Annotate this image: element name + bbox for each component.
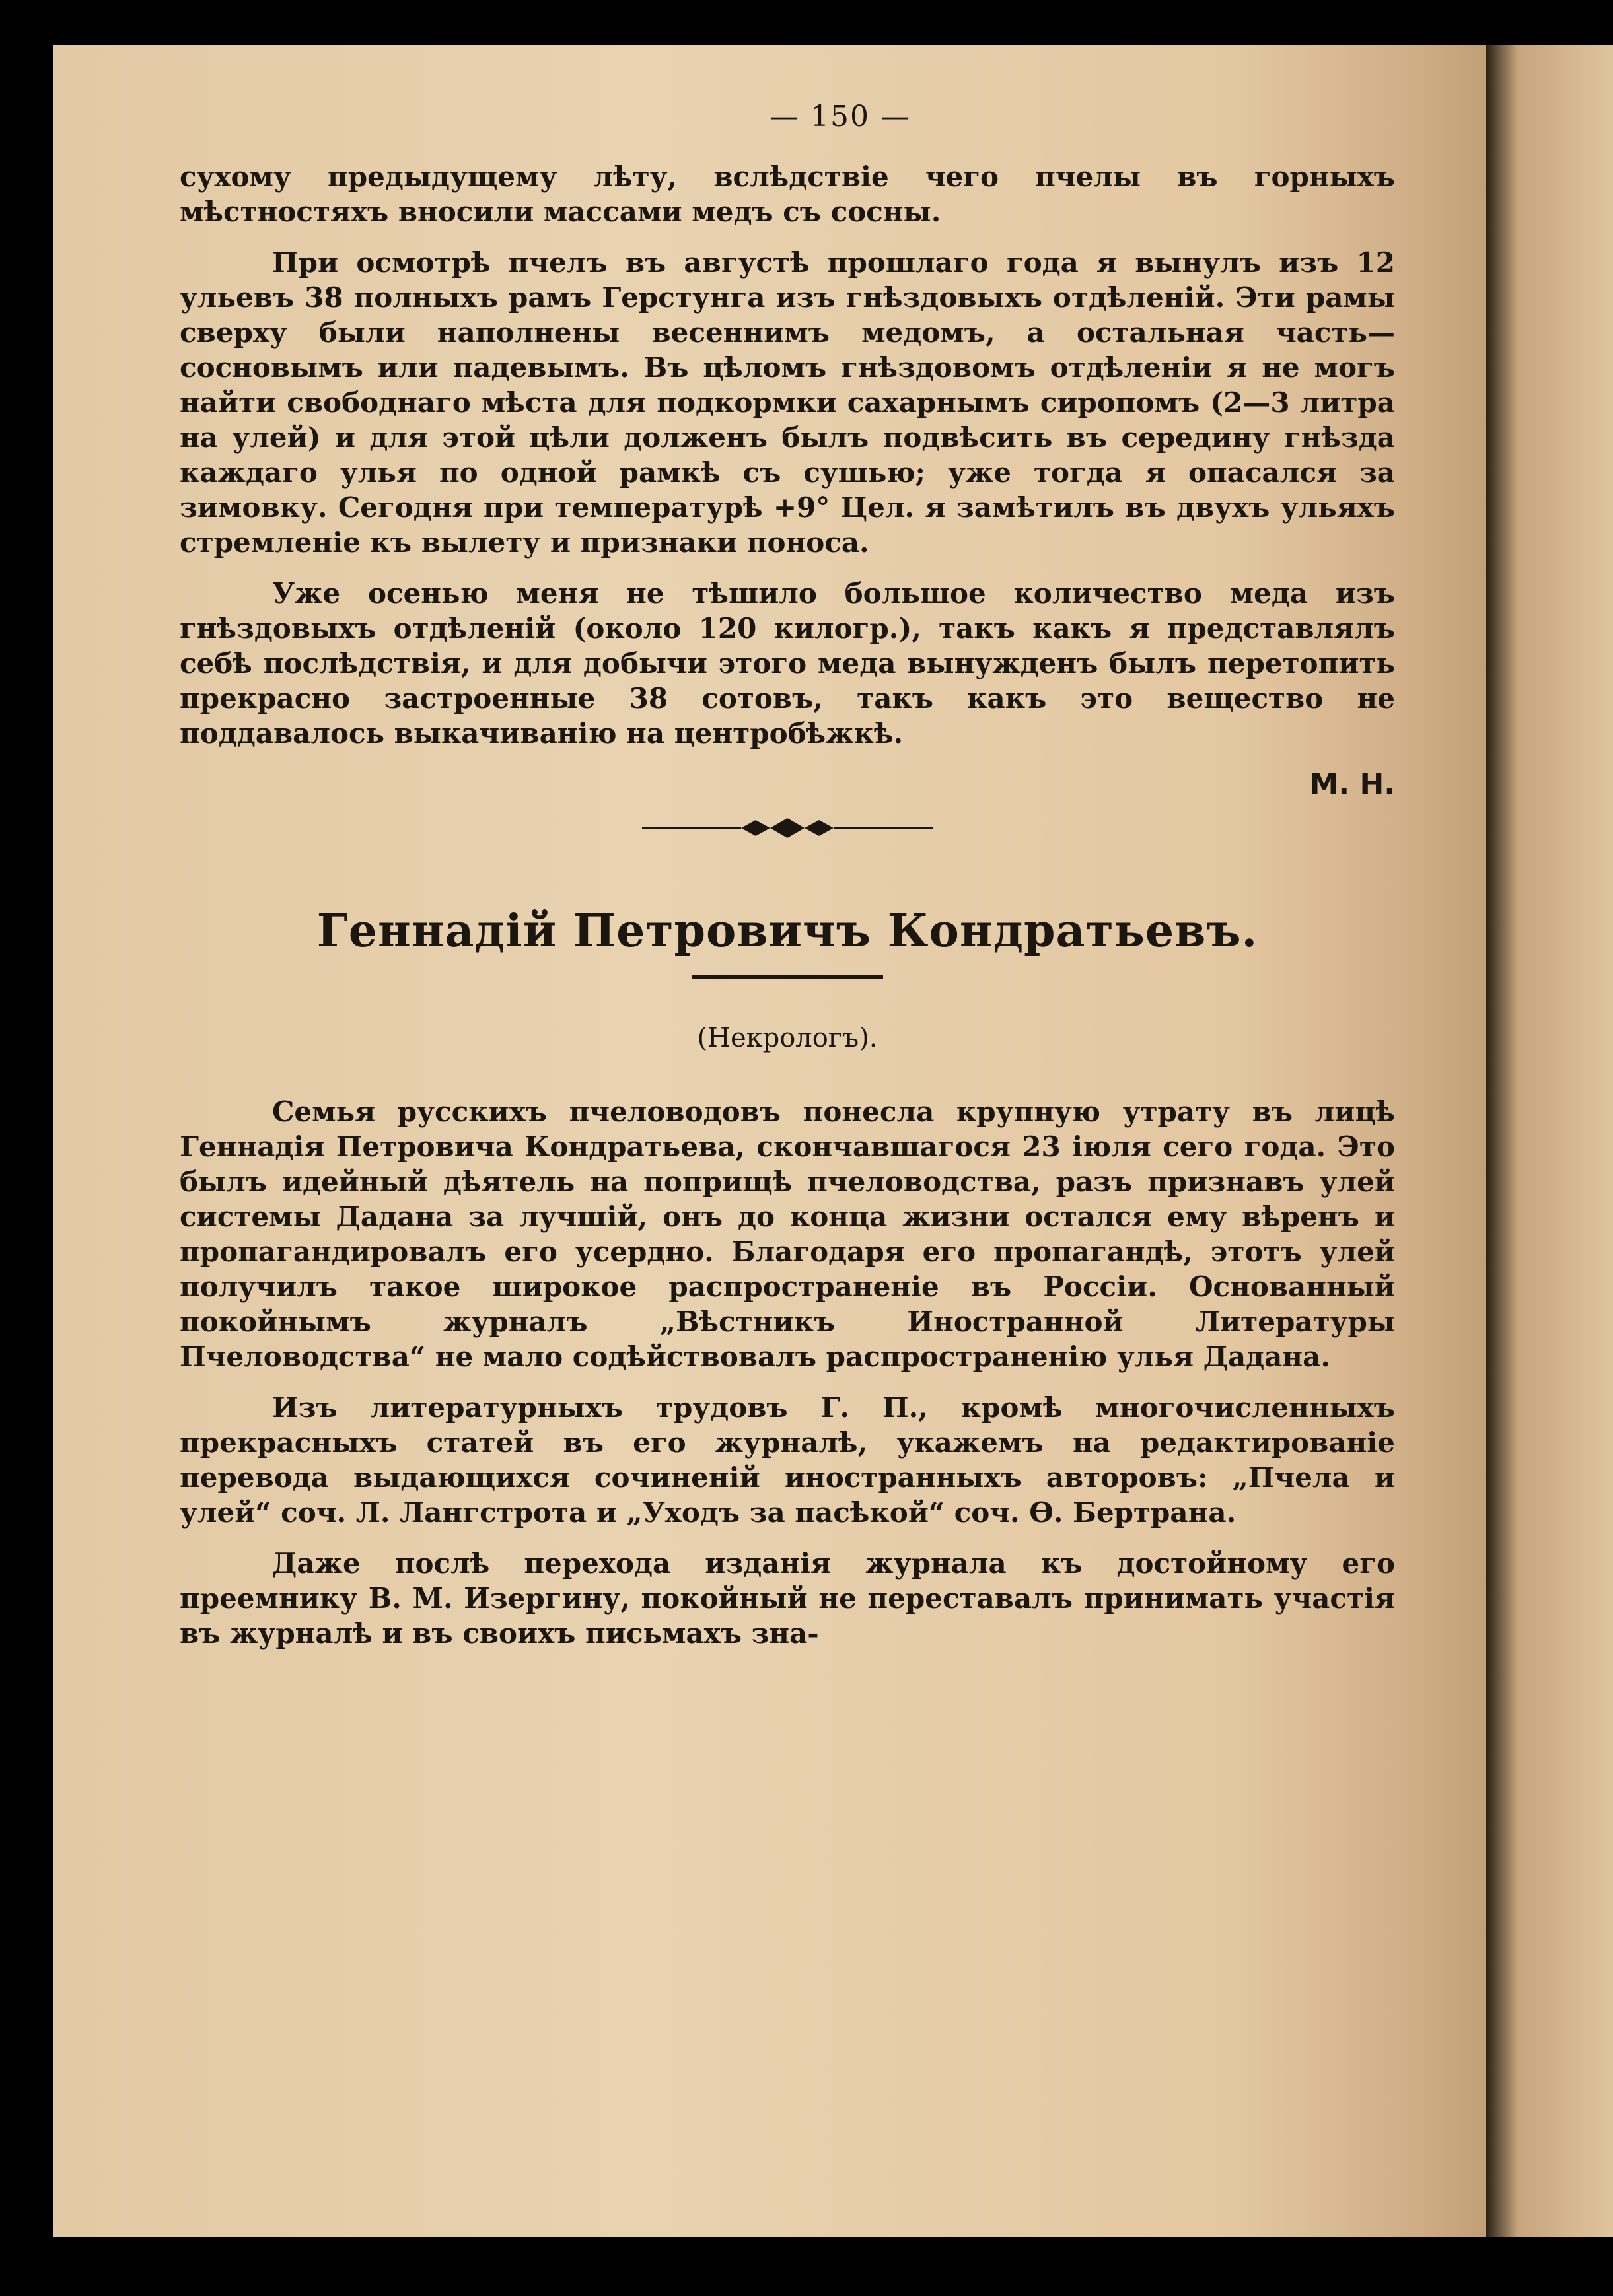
- paragraph-obituary: Семья русскихъ пчеловодовъ понесла крупную утрату въ лицѣ Геннадія Петровича Кондратьева, скончавшагося 23 іюля сего года. Это былъ идейный дѣятель на поприщѣ пчеловодства, разъ признавъ улей системы Дадана за лучшій, онъ до конца жизни остался ему вѣренъ и пропагандировалъ его усердно. Благодаря его пропагандѣ, этотъ улей получилъ такое широкое распространеніе въ Россіи. Основанный покойнымъ журналъ „Вѣстникъ Иностранной Литературы Пчеловодства“ не мало содѣйствовалъ распространенію улья Дадана.: [180, 1096, 1395, 1373]
- article-subtitle: (Некрологъ).: [697, 1023, 878, 1053]
- title-underline: [692, 975, 883, 979]
- article-title: Геннадій Петровичъ Кондратьевъ.: [316, 905, 1258, 957]
- paragraph-autumn: Уже осенью меня не тѣшило большое количество меда изъ гнѣздовыхъ отдѣленій (около 120 килогр.), такъ какъ я представлялъ себѣ послѣдствія, и для добычи этого меда вынужденъ былъ перетопить прекрасно застроенные 38 сотовъ, такъ какъ это вещество не поддавалось выкачиванію на центробѣжкѣ.: [180, 577, 1395, 749]
- rule-with-diamonds-ornament: [642, 815, 933, 841]
- paragraph-continuation: сухому предыдущему лѣту, вслѣдствіе чего пчелы въ горныхъ мѣстностяхъ вносили массами медъ съ сосны.: [180, 160, 1395, 228]
- book-spine-shadow: [1486, 45, 1613, 2237]
- paragraph-works: Изъ литературныхъ трудовъ Г. П., кромѣ многочисленныхъ прекрасныхъ статей въ его журналѣ, укажемъ на редактированіе перевода выдающихся сочиненій иностранныхъ авторовъ: „Пчела и улей“ соч. Л. Лангстрота и „Уходъ за пасѣкой“ соч. Ѳ. Бертрана.: [180, 1391, 1395, 1529]
- paragraph-successor: Даже послѣ перехода изданія журнала къ достойному его преемнику В. М. Изергину, покойный не переставалъ принимать участія въ журналѣ и въ своихъ письмахъ зна-: [180, 1547, 1395, 1650]
- author-signature: М. Н.: [1309, 767, 1395, 801]
- page-number: — 150 —: [770, 100, 911, 133]
- scan-border: [0, 2237, 1613, 2296]
- paragraph-inspection: При осмотрѣ пчелъ въ августѣ прошлаго года я вынулъ изъ 12 ульевъ 38 полныхъ рамъ Герстунга изъ гнѣздовыхъ отдѣленій. Эти рамы сверху были наполнены весеннимъ медомъ, а остальная часть—сосновымъ или падевымъ. Въ цѣломъ гнѣздовомъ отдѣленіи я не могъ найти свободнаго мѣста для подкормки сахарнымъ сиропомъ (2—3 литра на улей) и для этой цѣли долженъ былъ подвѣсить въ середину гнѣзда каждаго улья по одной рамкѣ съ сушью; уже тогда я опасался за зимовку. Сегодня при температурѣ +9° Цел. я замѣтилъ въ двухъ ульяхъ стремленіе къ вылету и признаки поноса.: [180, 246, 1395, 559]
- page-content: [180, 99, 1395, 1667]
